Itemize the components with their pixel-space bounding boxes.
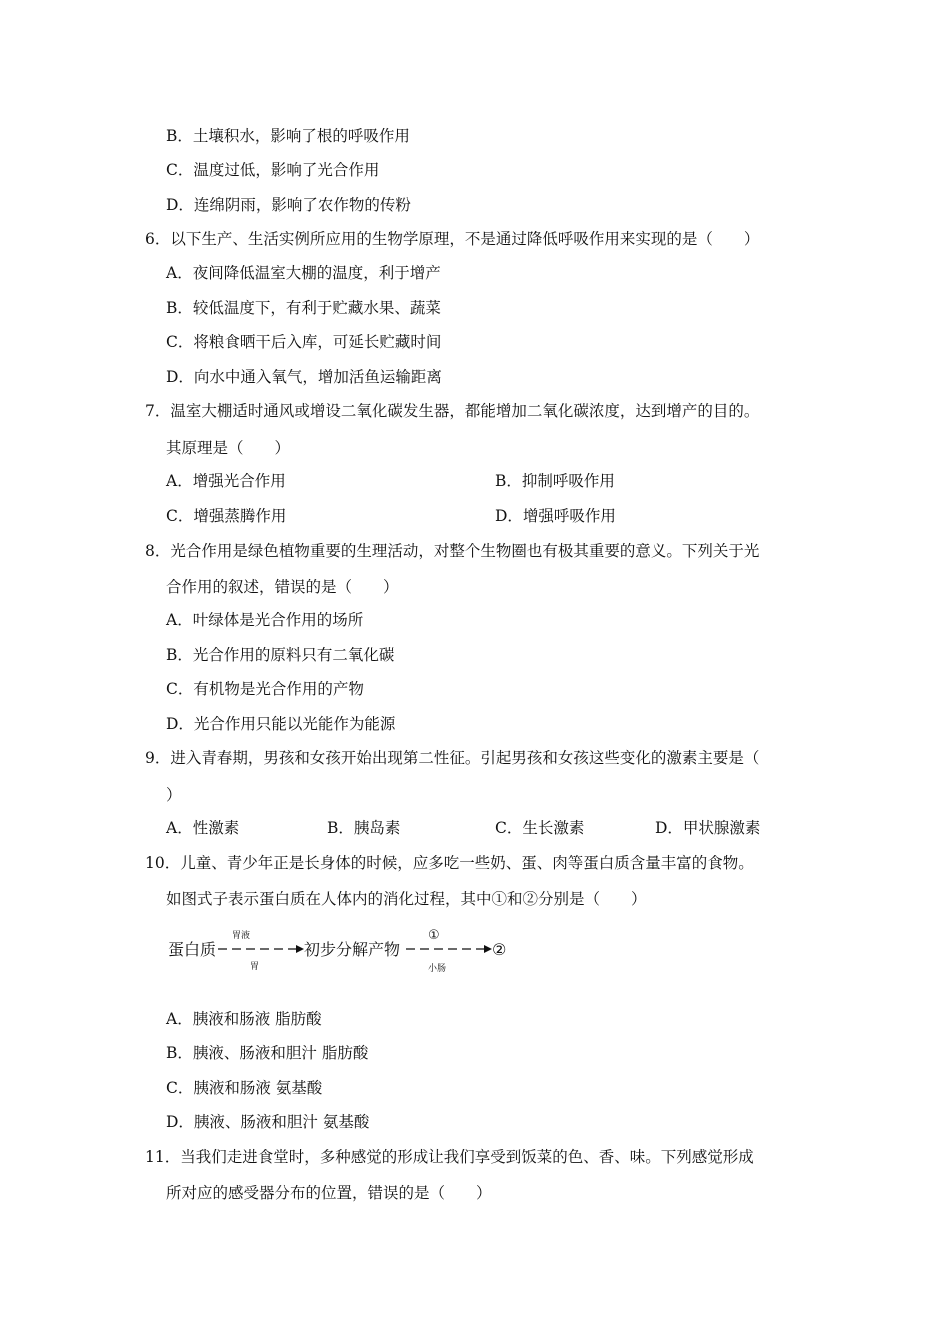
q6-option-d: D．向水中通入氧气，增加活鱼运输距离 [166, 368, 442, 386]
diagram-start: 蛋白质 [168, 940, 217, 959]
q6-option-b: B．较低温度下，有利于贮藏水果、蔬菜 [166, 299, 441, 317]
q11-stem-line2: 所对应的感受器分布的位置，错误的是（ ） [166, 1184, 492, 1202]
q10-stem-line2: 如图式子表示蛋白质在人体内的消化过程，其中①和②分别是（ ） [166, 890, 647, 908]
diagram-enzyme2-top: ① [428, 928, 440, 943]
q5-option-c: C．温度过低，影响了光合作用 [166, 161, 380, 179]
q9-option-b: B．胰岛素 [327, 819, 401, 837]
q10-option-d: D．胰液、肠液和胆汁 氨基酸 [166, 1113, 370, 1131]
q8-stem-line1: 8．光合作用是绿色植物重要的生理活动，对整个生物圈也有极其重要的意义。下列关于光 [145, 542, 760, 560]
diagram-enzyme1-top: 胃液 [232, 931, 251, 941]
q8-stem-line2: 合作用的叙述，错误的是（ ） [166, 578, 399, 596]
q6-option-a: A．夜间降低温室大棚的温度，利于增产 [166, 264, 441, 282]
q9-stem-line1: 9．进入青春期，男孩和女孩开始出现第二性征。引起男孩和女孩这些变化的激素主要是（ [145, 749, 760, 767]
q8-option-b: B．光合作用的原料只有二氧化碳 [166, 646, 395, 664]
q5-option-d: D．连绵阴雨，影响了农作物的传粉 [166, 196, 411, 214]
q7-stem-line2: 其原理是（ ） [166, 439, 291, 457]
q9-option-c: C．生长激素 [495, 819, 585, 837]
diagram-arrowhead-1 [296, 945, 304, 953]
q9-option-a: A．性激素 [166, 819, 240, 837]
diagram-enzyme1-bottom: 胃 [250, 962, 260, 972]
q8-option-d: D．光合作用只能以光能作为能源 [166, 715, 396, 733]
protein-digestion-diagram [166, 924, 526, 984]
q11-stem-line1: 11．当我们走进食堂时，多种感觉的形成让我们享受到饭菜的色、香、味。下列感觉形成 [145, 1148, 754, 1166]
q8-option-a: A．叶绿体是光合作用的场所 [166, 611, 364, 629]
q10-stem-line1: 10．儿童、青少年正是长身体的时候，应多吃一些奶、蛋、肉等蛋白质含量丰富的食物。 [145, 854, 754, 872]
q6-stem: 6．以下生产、生活实例所应用的生物学原理，不是通过降低呼吸作用来实现的是（ ） [145, 230, 760, 248]
q7-option-d: D．增强呼吸作用 [495, 507, 616, 525]
q7-option-c: C．增强蒸腾作用 [166, 507, 287, 525]
q9-option-d: D．甲状腺激素 [655, 819, 761, 837]
q5-option-b: B．土壤积水，影响了根的呼吸作用 [166, 127, 410, 145]
q6-option-c: C．将粮食晒干后入库，可延长贮藏时间 [166, 333, 442, 351]
diagram-arrowhead-2 [484, 945, 492, 953]
q7-option-a: A．增强光合作用 [166, 472, 286, 490]
q7-stem-line1: 7．温室大棚适时通风或增设二氧化碳发生器，都能增加二氧化碳浓度，达到增产的目的。 [145, 402, 760, 420]
q9-stem-line2: ） [166, 786, 182, 804]
diagram-enzyme2-bottom: 小肠 [428, 964, 447, 974]
q7-option-b: B．抑制呼吸作用 [495, 472, 615, 490]
diagram-middle: 初步分解产物 [304, 940, 401, 959]
q8-option-c: C．有机物是光合作用的产物 [166, 680, 364, 698]
q10-option-a: A．胰液和肠液 脂肪酸 [166, 1010, 322, 1028]
q10-option-c: C．胰液和肠液 氨基酸 [166, 1079, 323, 1097]
diagram-end: ② [492, 940, 507, 959]
q10-option-b: B．胰液、肠液和胆汁 脂肪酸 [166, 1044, 369, 1062]
